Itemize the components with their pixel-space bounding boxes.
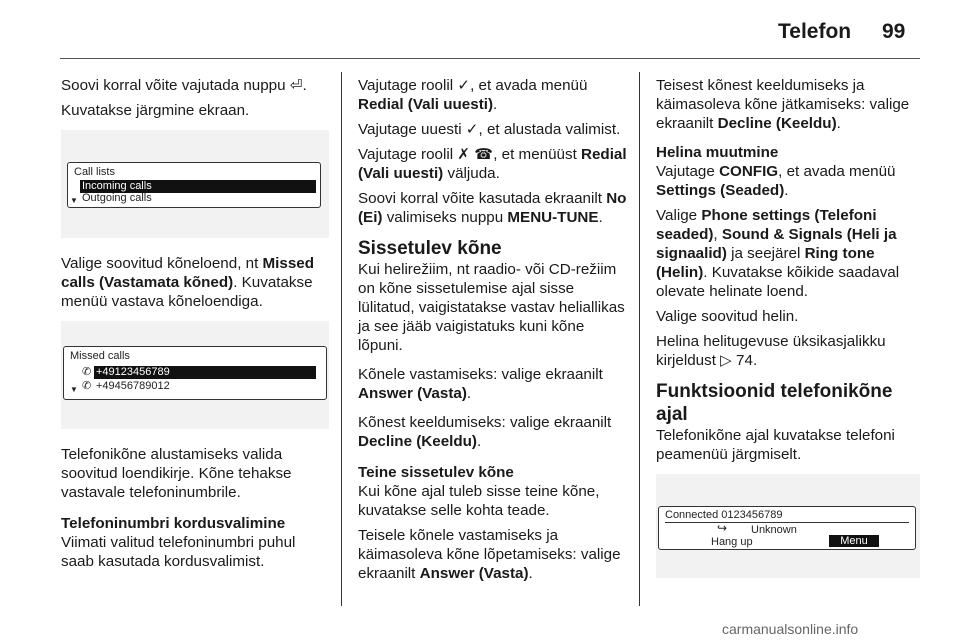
header-divider [60,58,920,59]
paragraph-start-call: Telefonikõne alustamiseks valida soovitud loendikirje. Kõne tehakse vastavale telefoninumbrile. [61,446,292,501]
paragraph-open-redial: Vajutage roolil ✓, et avada menüü Redial (Vali uuesti). [358,77,588,113]
paragraph-exit-redial: Vajutage roolil ✗ ☎, et menüüst Redial (Vali uuesti) väljuda. [358,146,627,182]
paragraph-redial-button: Soovi korral võite vajutada nuppu ⏎. [61,77,307,94]
paragraph-decline: Kõnest keeldumiseks: valige ekraanilt Decline (Keeldu). [358,414,612,450]
missed-call-icon: ✆ [82,380,92,392]
heading-call-functions: Funktsioonid telefonikõne ajal [656,381,893,425]
heading-incoming-call: Sissetulev kõne [358,238,502,259]
paragraph-menu-tune: Soovi korral võite kasutada ekraanilt No (Ei) valimiseks nuppu MENU-TUNE. [358,190,627,226]
list-item-incoming-calls[interactable]: Incoming calls [80,180,316,193]
list-item-missed-call[interactable]: +49123456789 [94,366,316,379]
paragraph-answer-second: Teisele kõnele vastamiseks ja käimasoleva kõne lõpetamiseks: valige ekraanilt Answer (Vasta). [358,527,621,582]
screen-title: Call lists [74,166,115,178]
missed-calls-screen [63,346,327,400]
paragraph-decline-second: Teisest kõnest keeldumiseks ja käimasoleva kõne jätkamiseks: valige ekraanilt Decline (Keeldu). [656,77,910,132]
paragraph-redial: Viimati valitud telefoninumbri puhul saab kasutada kordusvalimist. [61,534,296,570]
paragraph-select-list: Valige soovitud kõneloend, nt Missed calls (Vastamata kõned). Kuvatakse menüü vastava kõneloendiga. [61,255,315,310]
missed-calls-figure [61,321,329,429]
page-header [0,0,960,60]
paragraph-select-settings: Valige Phone settings (Telefoni seaded), Sound & Signals (Heli ja signaalid) ja seejärel Ring tone (Helin). Kuvatakse kõikide saadaval olevate helinate loend. [656,207,900,300]
phone-button-icon: ⏎ [289,77,303,94]
paragraph-start-dial: Vajutage uuesti ✓, et alustada valimist. [358,121,621,138]
menu-button[interactable]: Menu [829,535,879,547]
call-icon: ✓ [457,77,471,94]
column-2 [358,76,628,593]
column-3 [656,76,920,578]
screen-divider [665,522,909,523]
page-number: 99 [882,20,906,43]
connected-status: Connected 0123456789 [665,509,783,521]
scroll-down-icon: ▼ [70,196,78,205]
heading-ringtone: Helina muutmine [656,144,779,161]
list-item-outgoing-calls[interactable]: Outgoing calls [82,192,152,204]
paragraph-main-menu: Telefonikõne ajal kuvatakse telefoni peamenüü järgmiselt. [656,427,895,463]
page-reference-link[interactable]: ▷ 74. [720,352,758,369]
heading-second-call: Teine sissetulev kõne [358,464,514,481]
mute-hangup-icon: ✗ ☎ [457,146,494,163]
column-divider-1 [341,72,342,606]
paragraph-volume-reference: Helina helitugevuse üksikasjalikku kirjeldust ▷ 74. [656,333,886,369]
call-lists-screen [67,162,321,208]
paragraph-select-ringtone: Valige soovitud helin. [656,308,799,325]
missed-call-icon: ✆ [82,366,92,378]
paragraph-second-call-notice: Kui kõne ajal tuleb sisse teine kõne, kuvatakse selle kohta teade. [358,483,600,519]
active-call-screen [658,506,916,550]
watermark: carmanualsonline.info [722,621,859,637]
call-screen-figure [656,474,920,578]
call-lists-figure [61,130,329,238]
column-divider-2 [639,72,640,606]
paragraph-audio-mute: Kui helirežiim, nt raadio- või CD-režiim on kõne sissetulemise ajal sisse lülitatud, vaigistatakse vastav heliallikas ja see jääb vaigistatuks kuni kõne lõpuni. [358,261,625,354]
hang-up-button[interactable]: Hang up [711,536,753,548]
scroll-down-icon: ▼ [70,385,78,394]
paragraph-config: Vajutage CONFIG, et avada menüü Settings (Seaded). [656,163,896,199]
paragraph-screen-shown: Kuvatakse järgmine ekraan. [61,102,250,119]
chapter-title: Telefon [778,20,852,43]
paragraph-answer: Kõnele vastamiseks: valige ekraanilt Answer (Vasta). [358,366,603,402]
column-1 [61,76,329,581]
call-icon: ✓ [465,121,479,138]
screen-title: Missed calls [70,350,130,362]
list-item-missed-call[interactable]: +49456789012 [96,380,170,392]
caller-name: Unknown [751,524,797,536]
active-call-icon: ↪ [717,521,728,535]
heading-redial: Telefoninumbri kordusvalimine [61,515,286,532]
